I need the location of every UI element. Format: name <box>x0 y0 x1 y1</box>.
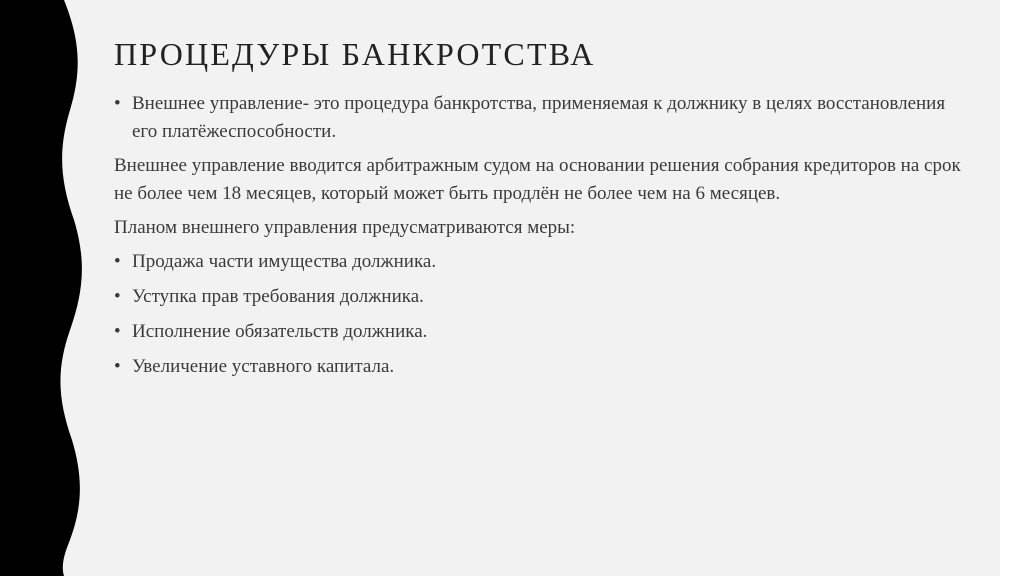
right-edge-strip <box>1000 0 1024 576</box>
paragraph-term: Внешнее управление вводится арбитражным судом на основании решения собрания кредиторов на срок не более чем 18 месяцев, который может быть продлён не более чем на 6 месяцев. <box>114 155 961 204</box>
bullet-dot-icon: • <box>114 286 121 307</box>
measure-text: Увеличение уставного капитала. <box>132 356 395 377</box>
slide-content <box>114 90 974 388</box>
wavy-black-band <box>0 0 90 576</box>
measure-item <box>114 353 974 381</box>
intro-bullet <box>114 90 974 146</box>
bullet-dot-icon: • <box>114 93 121 114</box>
bullet-dot-icon: • <box>114 356 121 377</box>
wavy-band-shape <box>0 0 82 576</box>
measure-item <box>114 318 974 346</box>
measure-item <box>114 283 974 311</box>
measure-text: Уступка прав требования должника. <box>132 286 424 307</box>
paragraph-plan: Планом внешнего управления предусматриваются меры: <box>114 217 576 238</box>
intro-bullet-text: Внешнее управление- это процедура банкротства, применяемая к должнику в целях восстановления его платёжеспособности. <box>132 93 946 142</box>
slide-title: ПРОЦЕДУРЫ БАНКРОТСТВА <box>114 36 596 72</box>
measure-text: Исполнение обязательств должника. <box>132 321 428 342</box>
bullet-dot-icon: • <box>114 321 121 342</box>
measure-text: Продажа части имущества должника. <box>132 251 437 272</box>
measure-item <box>114 248 974 276</box>
bullet-dot-icon: • <box>114 251 121 272</box>
